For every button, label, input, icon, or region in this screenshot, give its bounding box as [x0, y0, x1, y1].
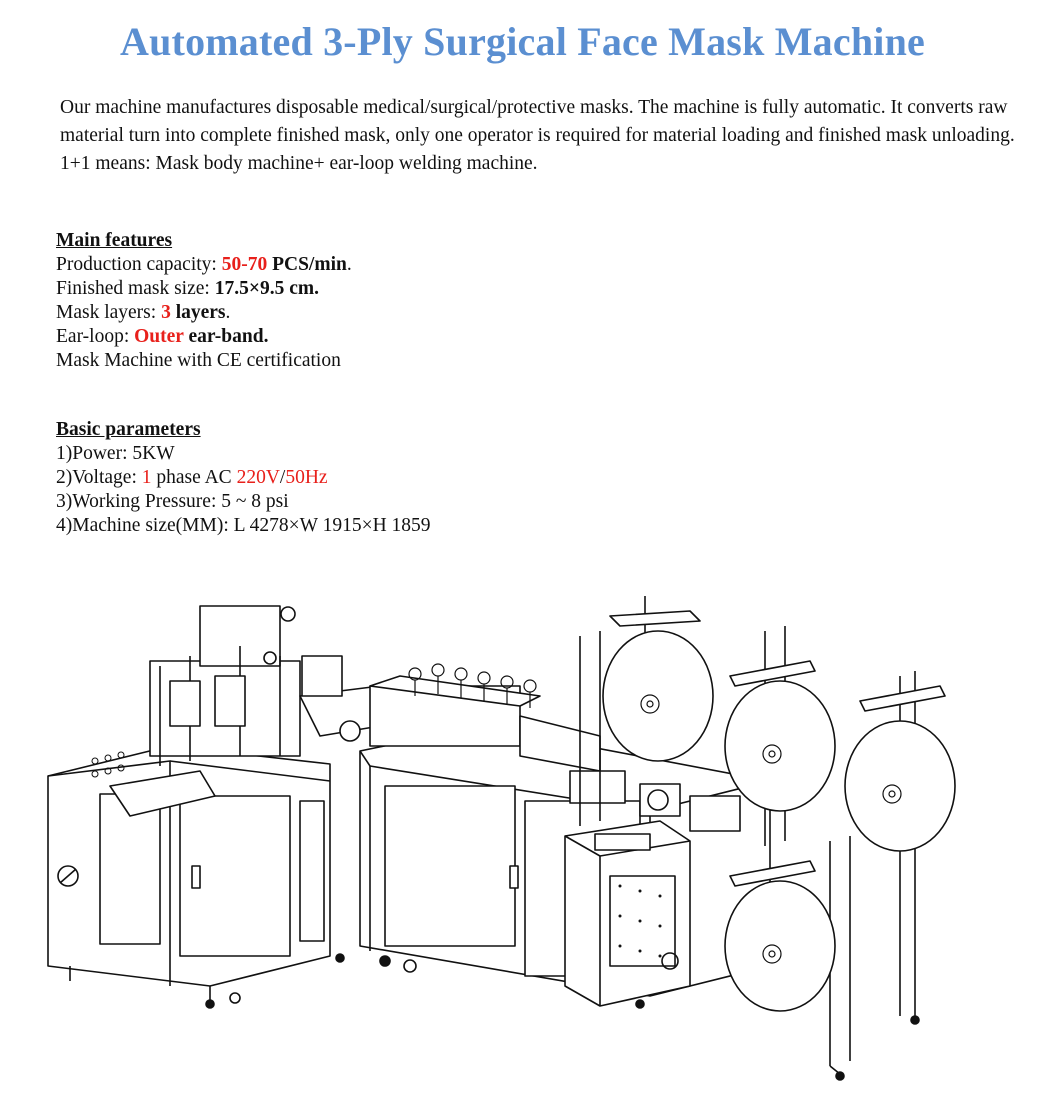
- basic-parameters-section: [56, 418, 431, 538]
- machine-size-line: 4)Machine size(MM): L 4278×W 1915×H 1859: [56, 515, 431, 536]
- mask-size-label: Finished mask size:: [56, 278, 215, 299]
- ear-loop-line: [56, 325, 352, 349]
- left-cabinet: [48, 606, 344, 1008]
- voltage-frequency: 50Hz: [285, 467, 328, 488]
- pressure-line: 3)Working Pressure: 5 ~ 8 psi: [56, 491, 289, 512]
- intro-note: 1+1 means: Mask body machine+ ear-loop welding machine.: [60, 153, 538, 174]
- intro-paragraph: Our machine manufactures disposable medical/surgical/protective masks. The machine is fully automatic. It converts raw material turn into complete finished mask, only one operator is required for material loading and finished mask unloading.: [60, 97, 1015, 146]
- layers-label: Mask layers:: [56, 302, 162, 323]
- certification-line: Mask Machine with CE certification: [56, 350, 341, 371]
- conveyor: [300, 656, 380, 741]
- page-title: Automated 3-Ply Surgical Face Mask Machine: [120, 19, 925, 64]
- mask-layers-line: Mask layers: 3 layers.: [56, 302, 231, 323]
- machine-illustration: [40, 586, 970, 1086]
- mask-size-line: [56, 277, 352, 301]
- control-box: [565, 821, 690, 1006]
- voltage-phase: 1: [141, 467, 152, 488]
- ear-loop-value: Outer: [134, 326, 184, 347]
- mask-size-value: 17.5×9.5 cm.: [214, 278, 319, 299]
- intro-text: [60, 94, 1020, 178]
- layers-unit: layers: [170, 302, 226, 323]
- capacity-value: 50-70: [221, 254, 268, 275]
- voltage-value: 220V: [236, 467, 280, 488]
- capacity-label: Production capacity:: [56, 254, 222, 275]
- ear-loop-label: Ear-loop:: [56, 326, 135, 347]
- main-features-section: [56, 229, 352, 373]
- voltage-label: 2)Voltage:: [56, 467, 142, 488]
- main-features-heading: Main features: [56, 230, 173, 251]
- capacity-unit: PCS/min: [267, 254, 347, 275]
- voltage-line: 2)Voltage: 1 phase AC 220V/50Hz: [56, 467, 328, 488]
- ear-loop-unit: ear-band.: [183, 326, 269, 347]
- layers-value: 3: [161, 302, 171, 323]
- production-capacity-line: Production capacity: 50-70 PCS/min.: [56, 254, 352, 275]
- voltage-mid: phase AC: [151, 467, 237, 488]
- basic-parameters-heading: Basic parameters: [56, 419, 201, 440]
- power-line: 1)Power: 5KW: [56, 443, 175, 464]
